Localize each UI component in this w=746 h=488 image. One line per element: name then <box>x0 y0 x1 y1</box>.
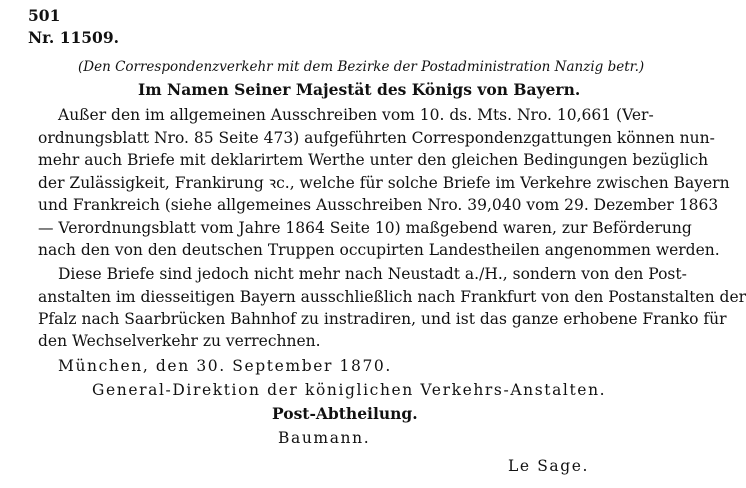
date-line: München, den 30. September 1870. <box>58 357 392 375</box>
paragraph1-line: mehr auch Briefe mit deklarirtem Werthe unter den gleichen Bedingungen bezüglich <box>38 151 709 169</box>
signature-department: Post-Abtheilung. <box>272 404 418 423</box>
paragraph1-line: nach den von den deutschen Truppen occupirten Landestheilen angenommen werden. <box>38 241 720 259</box>
signature-name: Baumann. <box>278 429 371 447</box>
paragraph2-line: anstalten im diesseitigen Bayern ausschließlich nach Frankfurt von den Postanstalten der <box>38 288 746 306</box>
paragraph2-line: den Wechselverkehr zu verrechnen. <box>38 332 321 350</box>
paragraph1-line: Außer den im allgemeinen Ausschreiben vom 10. ds. Mts. Nro. 10,661 (Ver- <box>58 106 654 124</box>
page-number: 501 <box>28 6 61 25</box>
signature-secretary: Le Sage. <box>508 457 590 475</box>
signature-office: General-Direktion der königlichen Verkehrs-Anstalten. <box>92 381 607 399</box>
paragraph1-line: und Frankreich (siehe allgemeines Ausschreiben Nro. 39,040 vom 29. Dezember 1863 <box>38 196 719 214</box>
paragraph2-line: Diese Briefe sind jedoch nicht mehr nach Neustadt a./H., sondern von den Post- <box>58 265 687 283</box>
paragraph1-line: der Zulässigkeit, Frankirung ꝛc., welche für solche Briefe im Verkehre zwischen Bayern <box>38 174 730 192</box>
paragraph2-line: Pfalz nach Saarbrücken Bahnhof zu instradiren, und ist das ganze erhobene Franko für <box>38 310 727 328</box>
heading: Im Namen Seiner Majestät des Königs von Bayern. <box>138 80 581 99</box>
subject-line: (Den Correspondenzverkehr mit dem Bezirke der Postadministration Nanzig betr.) <box>78 59 645 75</box>
paragraph1-line: — Verordnungsblatt vom Jahre 1864 Seite 10) maßgebend waren, zur Beförderung <box>38 219 692 237</box>
paragraph1-line: ordnungsblatt Nro. 85 Seite 473) aufgeführten Correspondenzgattungen können nun- <box>38 129 715 147</box>
decree-number: Nr. 11509. <box>28 28 120 47</box>
